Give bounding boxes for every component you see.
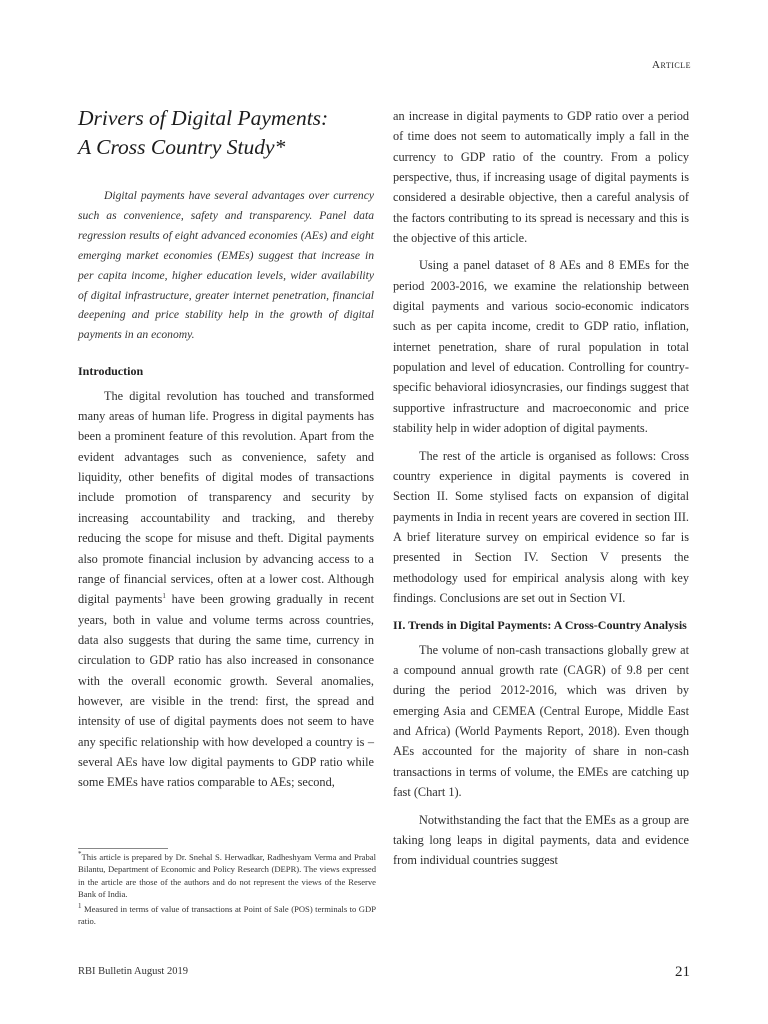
page-number: 21 xyxy=(675,964,690,980)
right-column xyxy=(393,106,689,878)
footnote-star xyxy=(78,851,376,901)
publication-footer: RBI Bulletin August 2019 xyxy=(78,966,188,977)
title-line-2-text: A Cross Country Study xyxy=(78,135,275,159)
title-line-2 xyxy=(78,133,374,162)
footnote-ref-1[interactable]: 1 xyxy=(162,592,166,601)
footnote-star-text: This article is prepared by Dr. Snehal S. Herwadkar, Radheshyam Verma and Prabal Bilantu, Department of Economic and Policy Research (DEPR). The views expressed in the article are those of the authors and do not represent the views of the Reserve Bank of India. xyxy=(78,852,376,900)
noncash-volume-paragraph: The volume of non-cash transactions globally grew at a compound annual growth rate (CAGR) of 9.8 per cent during the period 2012-2016, which was driven by emerging Asia and CEMEA (Central Europe, Middle East and Africa) (World Payments Report, 2018). Even though AEs accounted for the majority of share in non-cash transactions in terms of volume, the EMEs are catching up fast (Chart 1). xyxy=(393,642,689,800)
abstract: Digital payments have several advantages over currency such as convenience, safety and transparency. Panel data regression results of eight advanced economies (AEs) and eight emerging market economies (EMEs) suggest that increase in per capita income, higher education levels, wider availability of digital infrastructure, greater internet penetration, financial deepening and price stability help in the growth of digital payments in an economy. xyxy=(78,189,374,342)
footnotes xyxy=(78,851,376,929)
article-title xyxy=(78,104,374,162)
footnote-1-text: Measured in terms of value of transactions at Point of Sale (POS) terminals to GDP ratio. xyxy=(78,903,376,927)
section-label: Article xyxy=(652,59,691,71)
footnote-1-marker: 1 xyxy=(78,901,82,910)
notwithstanding-paragraph: Notwithstanding the fact that the EMEs as a group are taking long leaps in digital payments, data and evidence from individual countries suggest xyxy=(393,812,689,868)
introduction-heading: Introduction xyxy=(78,364,144,379)
section-2-heading: II. Trends in Digital Payments: A Cross-Country Analysis xyxy=(393,618,687,633)
organisation-paragraph: The rest of the article is organised as follows: Cross country experience in digital payments is covered in Section II. Some stylised facts on expansion of digital payments in India in recent years are covered in section III. A brief literature survey on empirical evidence so far is presented in Section IV. Section V presents the methodology used for empirical analysis along with key findings. Conclusions are set out in Section VI. xyxy=(393,448,689,605)
title-line-1: Drivers of Digital Payments: xyxy=(78,106,329,130)
footnote-star-marker: * xyxy=(78,850,82,859)
intro-text-before-footnote: The digital revolution has touched and transformed many areas of human life. Progress in digital payments has been a prominent feature of this revolution. Apart from the evident advantages such as convenience, safety and liquidity, other benefits of digital modes of transactions include promotion of transparency and security by increasing accountability and tracking, and thereby reducing the scope for misuse and theft. Digital payments also promote financial inclusion by advancing access to a range of financial services, often at a lower cost. Although digital payments xyxy=(78,388,374,607)
panel-dataset-paragraph: Using a panel dataset of 8 AEs and 8 EMEs for the period 2003-2016, we examine the relationship between digital payments and various socio-economic indicators such as per capita income, credit to GDP ratio, inflation, internet penetration, share of rural population in total population and level of education. Controlling for country-specific behavioral idiosyncrasies, our findings suggest that supportive infrastructure and macroeconomic and price stability help in wider adoption of digital payments. xyxy=(393,258,689,436)
introduction-paragraph xyxy=(78,386,374,793)
intro-text-after-footnote: have been growing gradually in recent years, both in value and volume terms across countries, data also suggests that during the same time, currency in circulation to GDP ratio has also increased in consonance with the overall economic growth. Several anomalies, however, are visible in the trend: first, the spread and intensity of use of digital payments does not seem to have any specific relationship with how developed a country is – several AEs have low digital payments to GDP ratio while some EMEs have ratios comparable to AEs; second, xyxy=(78,592,374,790)
left-column xyxy=(78,104,374,799)
footnote-1 xyxy=(78,903,376,928)
continued-paragraph: an increase in digital payments to GDP ratio over a period of time does not seem to automatically imply a fall in the currency to GDP ratio of the country. From a policy perspective, thus, if increasing usage of digital payments is considered a desirable objective, then a careful analysis of the factors contributing to its spread is necessary and this is the objective of this article. xyxy=(393,109,689,246)
footnote-divider xyxy=(78,848,168,849)
title-footnote-marker: * xyxy=(274,135,286,159)
